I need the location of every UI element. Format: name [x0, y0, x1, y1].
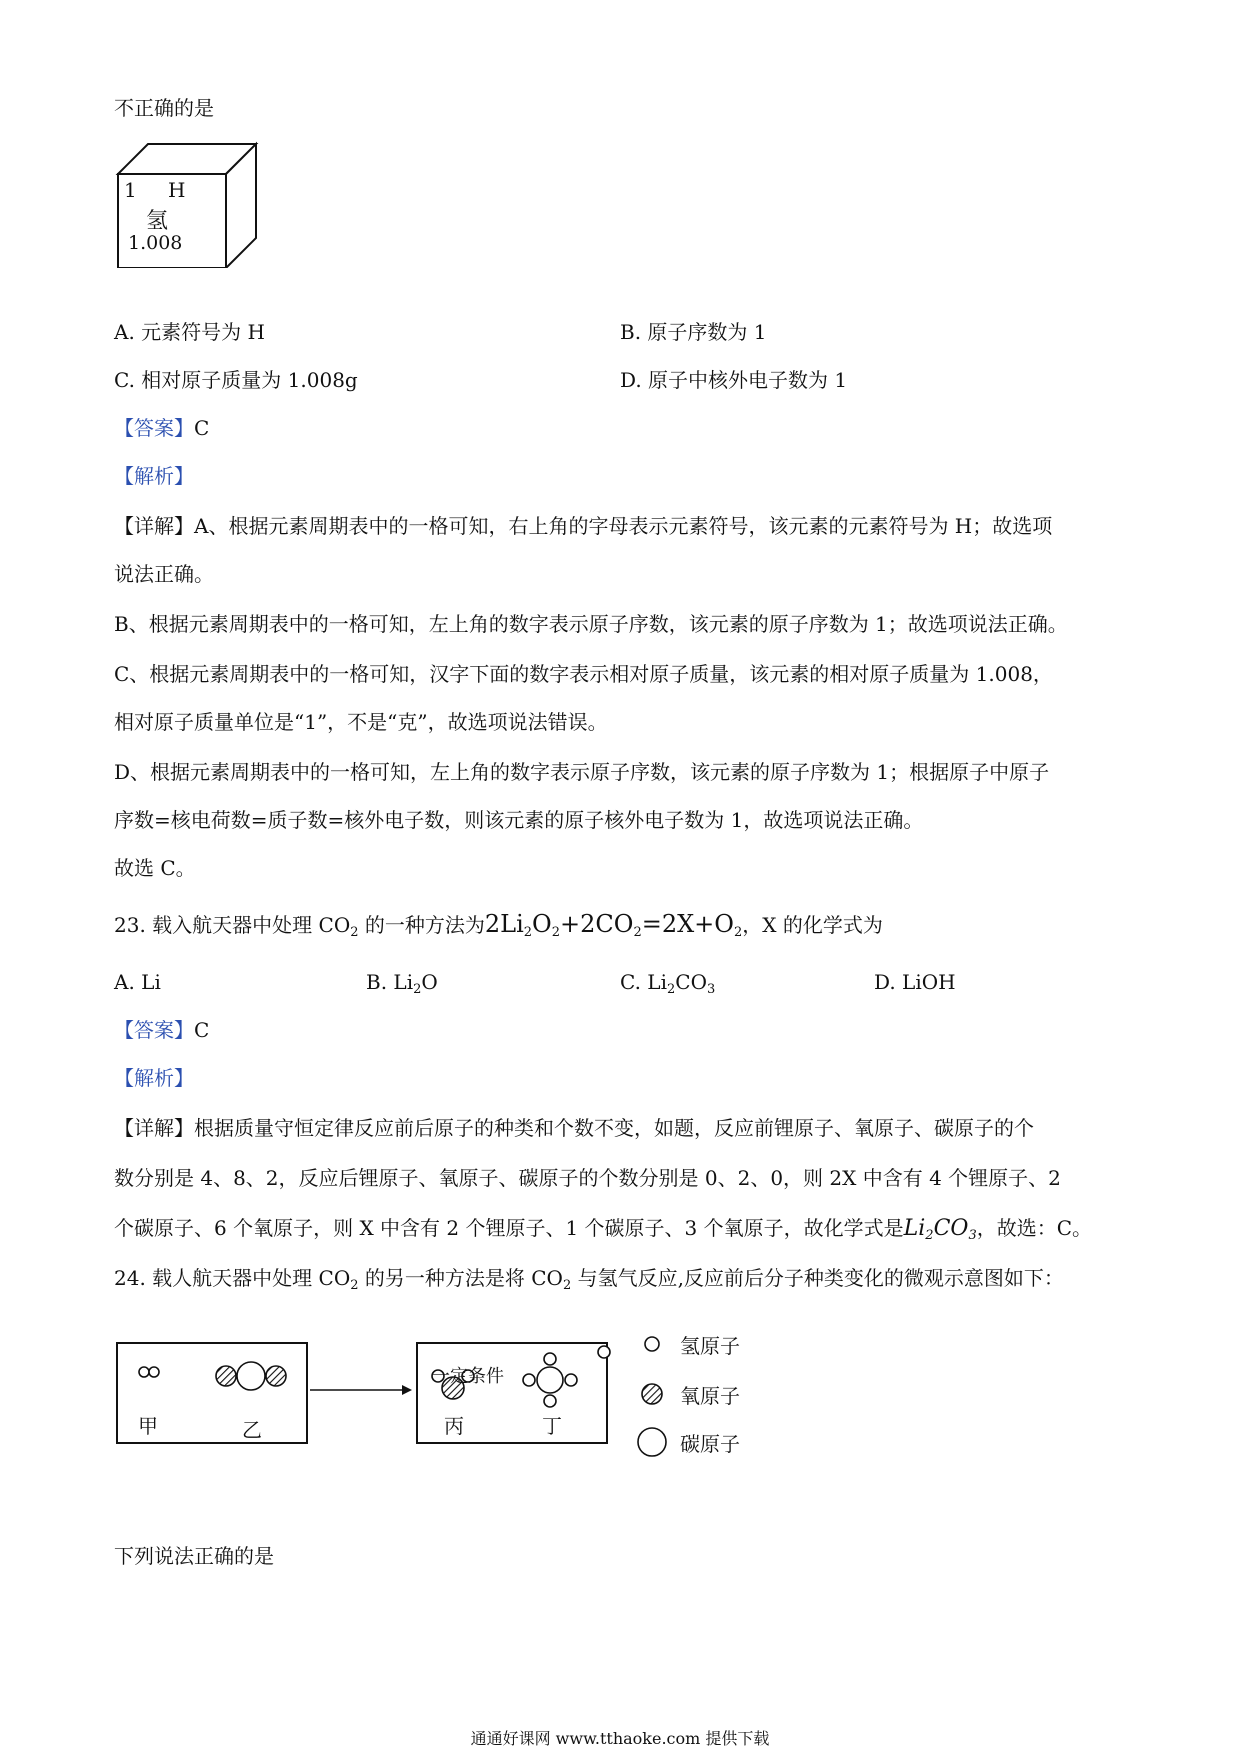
label-jia: 甲 [138, 1414, 158, 1438]
legend-hydrogen-symbol [598, 1346, 610, 1358]
element-number: 1 [124, 178, 137, 202]
detail-tag: 【详解】 [114, 1116, 194, 1140]
q22-detail-line: 序数=核电荷数=质子数=核外电子数，则该元素的原子核外电子数为 1，故选项说法正确。 [114, 808, 924, 832]
element-mass: 1.008 [128, 232, 183, 254]
q22-conclusion: 故选 C。 [114, 856, 196, 880]
legend-carbon-icon [638, 1428, 666, 1456]
q22-option-b: B. 原子序数为 1 [620, 320, 767, 344]
legend-hydrogen-label: 氢原子 [680, 1334, 740, 1358]
q23-option-a: A. Li [114, 970, 161, 994]
answer-value: C [194, 416, 210, 440]
q23-option-d: D. LiOH [874, 970, 956, 994]
q23-stem-prefix: 23. 载入航天器中处理 CO [114, 913, 351, 937]
label-yi: 乙 [242, 1418, 262, 1442]
hydrogen-atom [565, 1374, 577, 1386]
legend-symbols [636, 1326, 676, 1466]
legend-carbon-label: 碳原子 [680, 1432, 740, 1456]
q23-detail-line: 个碳原子、6 个氧原子，则 X 中含有 2 个锂原子、1 个碳原子、3 个氧原子，故化学式是$Li_2CO_3$，故选：C。 [114, 1216, 1093, 1243]
q22-detail-line [114, 512, 1052, 540]
q22-detail-line: 说法正确。 [114, 562, 214, 586]
oxygen-atom [266, 1366, 286, 1386]
element-symbol: H [168, 178, 186, 202]
hydrogen-atom [149, 1367, 159, 1377]
q22-option-a: A. 元素符号为 H [114, 320, 265, 344]
label-ding: 丁 [542, 1414, 562, 1438]
legend-oxygen-icon [642, 1384, 662, 1404]
detail-text: 根据质量守恒定律反应前后原子的种类和个数不变，如题，反应前锂原子、氧原子、碳原子的个 [194, 1116, 1034, 1140]
page-footer: 通通好课网 www.tthaoke.com 提供下载 [470, 1729, 770, 1748]
q23-stem-suffix: ，X 的化学式为 [742, 913, 883, 937]
q23-stem-sub: 2 [350, 925, 359, 940]
q24-stem: 24. 载人航天器中处理 $CO_2$ 的另一种方法是将 $CO_2$ 与氢气反应,反应前后分子种类变化的微观示意图如下： [114, 1266, 1064, 1293]
hydrogen-atom [544, 1395, 556, 1407]
legend-hydrogen-icon [645, 1337, 659, 1351]
hydrogen-atom [139, 1367, 149, 1377]
q23-equation: $2Li_2O_2+2CO_2=2X+O_2$ [484, 910, 743, 940]
q22-detail-line: 相对原子质量单位是“1”，不是“克”，故选项说法错误。 [114, 710, 608, 734]
q22-analysis-tag: 【解析】 [114, 464, 194, 488]
label-bing: 丙 [444, 1414, 464, 1438]
q24-followup: 下列说法正确的是 [114, 1544, 274, 1568]
answer-tag: 【答案】 [114, 1018, 194, 1042]
q23-detail-line [114, 1114, 1034, 1142]
q22-detail-line: D、根据元素周期表中的一格可知，左上角的数字表示原子序数，该元素的原子序数为 1；根据原子中原子 [114, 760, 1050, 784]
q22-detail-line: B、根据元素周期表中的一格可知，左上角的数字表示原子序数，该元素的原子序数为 1；故选项说法正确。 [114, 612, 1068, 636]
q22-option-c: C. 相对原子质量为 1.008g [114, 368, 358, 392]
answer-tag: 【答案】 [114, 416, 194, 440]
oxygen-atom [216, 1366, 236, 1386]
condition-label: 一定条件 [432, 1366, 504, 1387]
carbon-atom [537, 1367, 563, 1393]
hydrogen-atom [544, 1353, 556, 1365]
q23-option-c: C. $Li_2CO_3$ [620, 970, 716, 997]
formula-li2co3: $Li_2CO_3$ [903, 1216, 977, 1243]
carbon-atom [237, 1362, 265, 1390]
q23-option-b: B. $Li_2O$ [366, 970, 438, 997]
answer-value: C [194, 1018, 210, 1042]
detail-text: A、根据元素周期表中的一格可知，右上角的字母表示元素符号，该元素的元素符号为 H；故选项 [194, 514, 1053, 538]
q22-detail-line: C、根据元素周期表中的一格可知，汉字下面的数字表示相对原子质量，该元素的相对原子质量为 1.008， [114, 662, 1053, 686]
intro-text: 不正确的是 [114, 96, 214, 120]
element-name: 氢 [146, 209, 169, 234]
q23-stem [114, 910, 883, 947]
q23-analysis-tag: 【解析】 [114, 1066, 194, 1090]
detail-tag: 【详解】 [114, 514, 194, 538]
legend-oxygen-label: 氧原子 [680, 1384, 740, 1408]
q22-option-d: D. 原子中核外电子数为 1 [620, 368, 848, 392]
element-card [112, 140, 262, 273]
hydrogen-atom [523, 1374, 535, 1386]
q22-answer [114, 414, 209, 442]
q23-answer [114, 1016, 209, 1044]
q23-detail-line: 数分别是 4、8、2，反应后锂原子、氧原子、碳原子的个数分别是 0、2、0，则 2X 中含有 4 个锂原子、2 [114, 1166, 1061, 1190]
legend [636, 1326, 776, 1466]
q23-stem-mid: 的一种方法为 [358, 913, 485, 937]
